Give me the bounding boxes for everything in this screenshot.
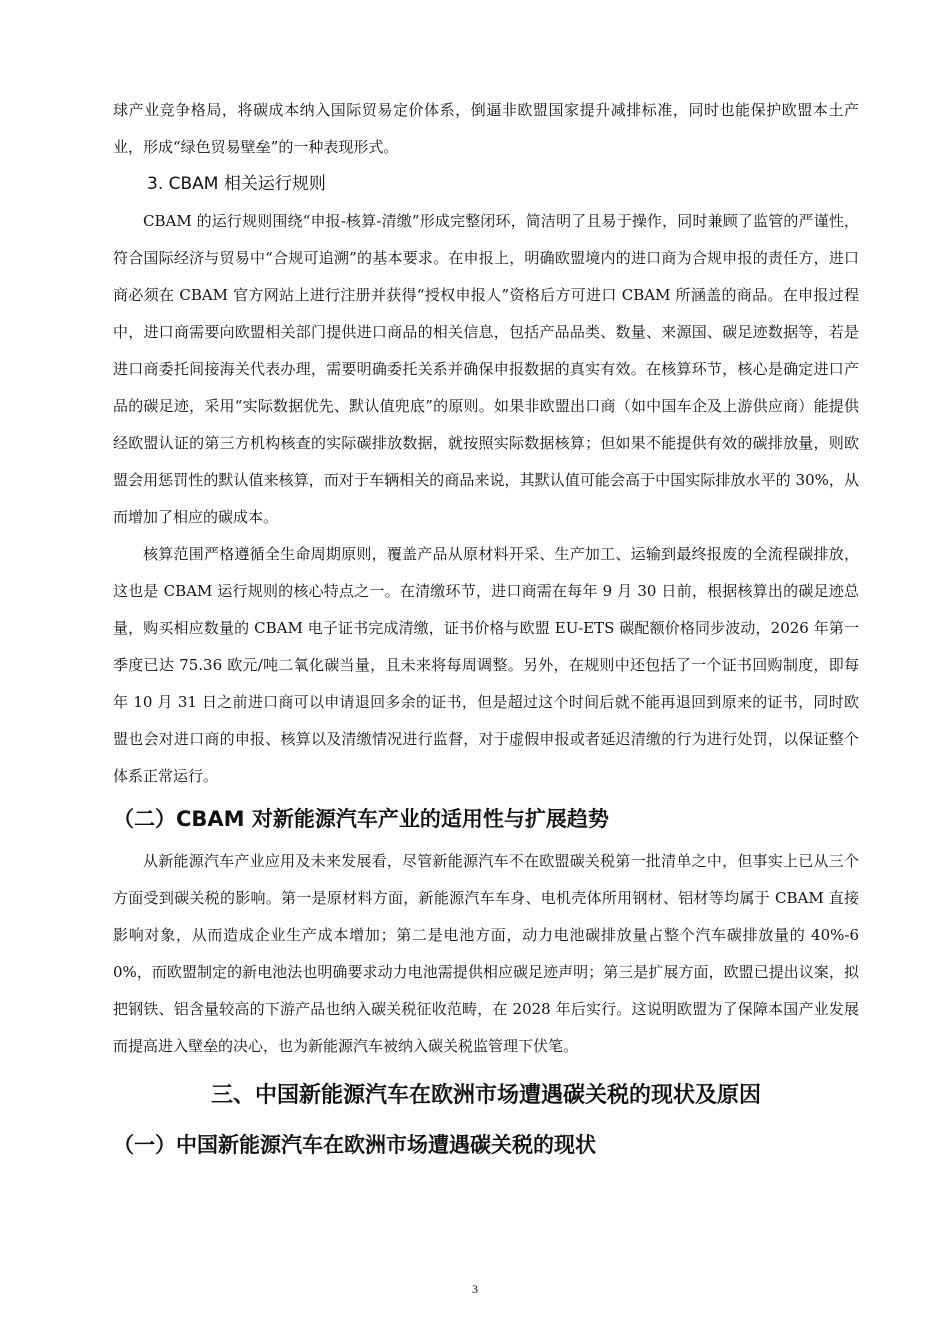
section-2-heading: （二）CBAM 对新能源汽车产业的适用性与扩展趋势 xyxy=(113,807,609,831)
continuation-paragraph: 球产业竞争格局，将碳成本纳入国际贸易定价体系，倒逼非欧盟国家提升减排标准，同时也能保护欧盟本土产业，形成“绿色贸易壁垒”的一种表现形式。 xyxy=(113,101,859,156)
rules-paragraph-2: 核算范围严格遵循全生命周期原则，覆盖产品从原材料开采、生产加工、运输到最终报废的全流程碳排放，这也是 CBAM 运行规则的核心特点之一。在清缴环节，进口商需在每年 9 月 30 日前，根据核算出的碳足迹总量，购买相应数量的 CBAM 电子证书完成清缴，证书价格与欧盟 EU-ETS 碳配额价格同步波动，2026 年第一季度已达 75.36 欧元/吨二氧化碳当量，且未来将每周调整。另外，在规则中还包括了一个证书回购制度，即每年 10 月 31 日之前进口商可以申请退回多余的证书，但是超过这个时间后就不能再退回到原来的证书，同时欧盟也会对进口商的申报、核算以及清缴情况进行监督，对于虚假申报或者延迟清缴的行为进行处罚，以保证整个体系正常运行。 xyxy=(113,545,859,785)
section-2-paragraph: 从新能源汽车产业应用及未来发展看，尽管新能源汽车不在欧盟碳关税第一批清单之中，但事实上已从三个方面受到碳关税的影响。第一是原材料方面，新能源汽车车身、电机壳体所用钢材、铝材等均属于 CBAM 直接影响对象，从而造成企业生产成本增加；第二是电池方面，动力电池碳排放量占整个汽车碳排放量的 40%-60%，而欧盟制定的新电池法也明确要求动力电池需提供相应碳足迹声明；第三是扩展方面，欧盟已提出议案，拟把钢铁、铝含量较高的下游产品也纳入碳关税征收范畴，在 2028 年后实行。这说明欧盟为了保障本国产业发展而提高进入壁垒的决心，也为新能源汽车被纳入碳关税监管理下伏笔。 xyxy=(113,852,859,1055)
page-body xyxy=(113,92,859,1169)
rules-paragraph-1: CBAM 的运行规则围绕“申报-核算-清缴”形成完整闭环，简洁明了且易于操作，同时兼顾了监管的严谨性，符合国际经济与贸易中“合规可追溯”的基本要求。在申报上，明确欧盟境内的进口商为合规申报的责任方，进口商必须在 CBAM 官方网站上进行注册并获得“授权申报人”资格后方可进口 CBAM 所涵盖的商品。在申报过程中，进口商需要向欧盟相关部门提供进口商品的相关信息，包括产品品类、数量、来源国、碳足迹数据等，若是进口商委托间接海关代表办理，需要明确委托关系并确保申报数据的真实有效。在核算环节，核心是确定进口产品的碳足迹，采用“实际数据优先、默认值兜底”的原则。如果非欧盟出口商（如中国车企及上游供应商）能提供经欧盟认证的第三方机构核查的实际碳排放数据，就按照实际数据核算；但如果不能提供有效的碳排放量，则欧盟会用惩罚性的默认值来核算，而对于车辆相关的商品来说，其默认值可能会高于中国实际排放水平的 30%，从而增加了相应的碳成本。 xyxy=(113,212,859,526)
subsection-3-heading: 3. CBAM 相关运行规则 xyxy=(147,174,326,194)
chapter-3-heading: 三、中国新能源汽车在欧洲市场遭遇碳关税的现状及原因 xyxy=(210,1083,761,1108)
chapter-3-section-1-heading: （一）中国新能源汽车在欧洲市场遭遇碳关税的现状 xyxy=(113,1133,596,1157)
page-number: 3 xyxy=(472,1282,478,1296)
